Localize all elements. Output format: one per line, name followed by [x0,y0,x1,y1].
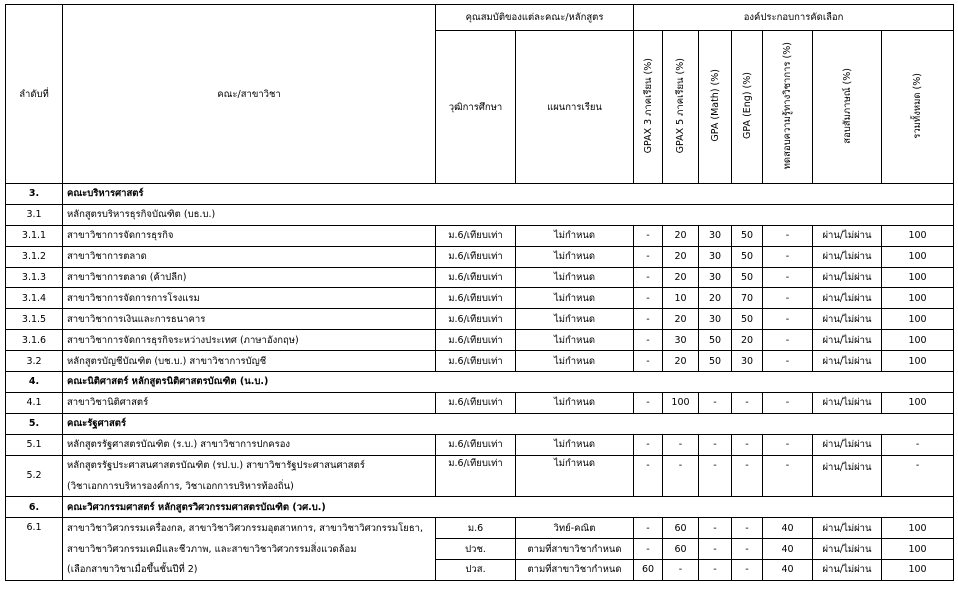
study-plan-cell: ไม่กำหนด [516,267,634,288]
study-plan-cell: ไม่กำหนด [516,434,634,455]
table-row [6,434,954,455]
interview-cell: ผ่าน/ไม่ผ่าน [813,288,882,309]
table-header [6,5,954,184]
table-row [6,309,954,330]
major-name: สาขาวิชาการจัดการธุรกิจ [63,225,436,246]
gpax5-cell: 30 [663,330,699,351]
gpax5-cell: 20 [663,351,699,372]
math-cell: - [699,455,732,497]
major-name-line-1: สาขาวิชาวิศวกรรมเครื่องกล, สาขาวิชาวิศวกรรมอุตสาหการ, สาขาวิชาวิศวกรรมโยธา, [63,518,436,539]
table-row [6,246,954,267]
total-cell: 100 [882,225,954,246]
gpax5-cell: - [663,434,699,455]
table-row [6,392,954,413]
total-cell: 100 [882,351,954,372]
eng-cell: - [732,434,763,455]
header-faculty: คณะ/สาขาวิชา [63,5,436,184]
gpax5-cell: 20 [663,246,699,267]
math-cell: - [699,560,732,581]
total-cell: - [882,455,954,497]
interview-cell: ผ่าน/ไม่ผ่าน [813,518,882,539]
row-number: 3.1 [6,204,63,225]
header-gpa-math: GPA (Math) (%) [699,31,732,184]
header-qualifications-group: คุณสมบัติของแต่ละคณะ/หลักสูตร [436,5,634,31]
eng-cell: 50 [732,225,763,246]
gpax5-cell: - [663,560,699,581]
total-cell: - [882,434,954,455]
row-number: 5.2 [6,455,63,497]
header-qualification: วุฒิการศึกษา [436,31,516,184]
interview-cell: ผ่าน/ไม่ผ่าน [813,267,882,288]
faculty-name: คณะรัฐศาสตร์ [63,413,954,434]
eng-cell: 30 [732,351,763,372]
apt-cell: - [763,246,813,267]
interview-cell: ผ่าน/ไม่ผ่าน [813,539,882,560]
header-gpax3: GPAX 3 ภาคเรียน (%) [634,31,663,184]
study-plan-cell: ไม่กำหนด [516,330,634,351]
interview-cell: ผ่าน/ไม่ผ่าน [813,455,882,497]
qualification-cell: ม.6/เทียบเท่า [436,225,516,246]
row-number: 3. [6,184,63,205]
apt-cell: - [763,309,813,330]
major-name: หลักสูตรบัญชีบัณฑิต (บช.บ.) สาขาวิชาการบัญชี [63,351,436,372]
row-number: 4. [6,372,63,393]
faculty-section-row [6,497,954,518]
math-cell: 30 [699,309,732,330]
major-name: หลักสูตรรัฐประศาสนศาสตรบัณฑิต (รป.บ.) สาขาวิชารัฐประศาสนศาสตร์ [63,455,436,476]
qualification-cell: ม.6/เทียบเท่า [436,288,516,309]
faculty-section-row [6,372,954,393]
row-number: 3.1.6 [6,330,63,351]
table-row [6,539,954,560]
faculty-name: คณะวิศวกรรมศาสตร์ หลักสูตรวิศวกรรมศาสตรบัณฑิต (วศ.บ.) [63,497,954,518]
gpax3-cell: - [634,225,663,246]
gpax3-cell: - [634,351,663,372]
study-plan-cell: ไม่กำหนด [516,455,634,497]
qualification-cell: ม.6 [436,518,516,539]
math-cell: 30 [699,246,732,267]
qualification-cell: ม.6/เทียบเท่า [436,455,516,497]
eng-cell: - [732,455,763,497]
study-plan-cell: ตามที่สาขาวิชากำหนด [516,539,634,560]
gpax3-cell: - [634,309,663,330]
interview-cell: ผ่าน/ไม่ผ่าน [813,309,882,330]
eng-cell: 70 [732,288,763,309]
gpax3-cell: - [634,434,663,455]
row-number: 3.1.3 [6,267,63,288]
header-total: รวมทั้งหมด (%) [882,31,954,184]
gpax3-cell: - [634,455,663,497]
gpax3-cell: - [634,267,663,288]
eng-cell: 20 [732,330,763,351]
eng-cell: 50 [732,309,763,330]
admission-criteria-table [5,4,954,581]
table-row [6,518,954,539]
total-cell: 100 [882,267,954,288]
qualification-cell: ม.6/เทียบเท่า [436,267,516,288]
faculty-name: คณะนิติศาสตร์ หลักสูตรนิติศาสตรบัณฑิต (น.บ.) [63,372,954,393]
gpax3-cell: - [634,288,663,309]
apt-cell: 40 [763,560,813,581]
major-name: สาขาวิชาการจัดการการโรงแรม [63,288,436,309]
study-plan-cell: ไม่กำหนด [516,392,634,413]
row-number: 3.1.4 [6,288,63,309]
math-cell: 50 [699,351,732,372]
table-row [6,455,954,476]
qualification-cell: ปวช. [436,539,516,560]
apt-cell: - [763,351,813,372]
gpax5-cell: 100 [663,392,699,413]
study-plan-cell: วิทย์-คณิต [516,518,634,539]
qualification-cell: ม.6/เทียบเท่า [436,434,516,455]
row-number: 6.1 [6,518,63,581]
qualification-cell: ม.6/เทียบเท่า [436,392,516,413]
gpax5-cell: - [663,455,699,497]
row-number: 5.1 [6,434,63,455]
study-plan-cell: ไม่กำหนด [516,225,634,246]
math-cell: 20 [699,288,732,309]
eng-cell: 50 [732,246,763,267]
qualification-cell: ม.6/เทียบเท่า [436,246,516,267]
major-name-line-2: สาขาวิชาวิศวกรรมเคมีและชีวภาพ, และสาขาวิชาวิศวกรรมสิ่งแวดล้อม [63,539,436,560]
header-gpax5: GPAX 5 ภาคเรียน (%) [663,31,699,184]
total-cell: 100 [882,560,954,581]
apt-cell: - [763,434,813,455]
interview-cell: ผ่าน/ไม่ผ่าน [813,560,882,581]
apt-cell: - [763,225,813,246]
total-cell: 100 [882,392,954,413]
apt-cell: 40 [763,539,813,560]
gpax3-cell: - [634,518,663,539]
gpax5-cell: 10 [663,288,699,309]
eng-cell: - [732,539,763,560]
table-row [6,225,954,246]
major-name-line-2: (วิชาเอกการบริหารองค์การ, วิชาเอกการบริหารท้องถิ่น) [63,476,436,497]
gpax5-cell: 20 [663,225,699,246]
row-number: 3.1.2 [6,246,63,267]
apt-cell: - [763,392,813,413]
qualification-cell: ปวส. [436,560,516,581]
faculty-section-row [6,184,954,205]
math-cell: - [699,539,732,560]
total-cell: 100 [882,539,954,560]
eng-cell: - [732,560,763,581]
qualification-cell: ม.6/เทียบเท่า [436,351,516,372]
major-name: สาขาวิชาการจัดการธุรกิจระหว่างประเทศ (ภาษาอังกฤษ) [63,330,436,351]
table-body [6,184,954,581]
total-cell: 100 [882,309,954,330]
major-name: สาขาวิชาการเงินและการธนาคาร [63,309,436,330]
interview-cell: ผ่าน/ไม่ผ่าน [813,246,882,267]
major-name: สาขาวิชานิติศาสตร์ [63,392,436,413]
gpax5-cell: 60 [663,539,699,560]
math-cell: 50 [699,330,732,351]
row-number: 4.1 [6,392,63,413]
interview-cell: ผ่าน/ไม่ผ่าน [813,392,882,413]
interview-cell: ผ่าน/ไม่ผ่าน [813,330,882,351]
interview-cell: ผ่าน/ไม่ผ่าน [813,434,882,455]
table-row [6,288,954,309]
header-study-plan: แผนการเรียน [516,31,634,184]
row-number: 3.2 [6,351,63,372]
row-number: 5. [6,413,63,434]
major-name: สาขาวิชาการตลาด (ค้าปลีก) [63,267,436,288]
admission-criteria-sheet [5,4,953,581]
math-cell: - [699,434,732,455]
gpax3-cell: - [634,330,663,351]
gpax5-cell: 60 [663,518,699,539]
study-plan-cell: ไม่กำหนด [516,351,634,372]
apt-cell: - [763,330,813,351]
table-row [6,560,954,581]
program-name: หลักสูตรบริหารธุรกิจบัณฑิต (บธ.บ.) [63,204,954,225]
table-row [6,351,954,372]
apt-cell: - [763,455,813,497]
faculty-section-row [6,413,954,434]
math-cell: 30 [699,267,732,288]
eng-cell: - [732,392,763,413]
math-cell: 30 [699,225,732,246]
total-cell: 100 [882,246,954,267]
total-cell: 100 [882,518,954,539]
apt-cell: - [763,267,813,288]
interview-cell: ผ่าน/ไม่ผ่าน [813,225,882,246]
table-row [6,267,954,288]
table-row [6,330,954,351]
program-row [6,204,954,225]
major-name-line-3: (เลือกสาขาวิชาเมื่อขึ้นชั้นปีที่ 2) [63,560,436,581]
header-interview: สอบสัมภาษณ์ (%) [813,31,882,184]
total-cell: 100 [882,330,954,351]
gpax3-cell: - [634,392,663,413]
major-name: สาขาวิชาการตลาด [63,246,436,267]
math-cell: - [699,518,732,539]
eng-cell: - [732,518,763,539]
header-gpa-eng: GPA (Eng) (%) [732,31,763,184]
apt-cell: - [763,288,813,309]
row-number: 6. [6,497,63,518]
gpax5-cell: 20 [663,309,699,330]
header-components-group: องค์ประกอบการคัดเลือก [634,5,954,31]
study-plan-cell: ไม่กำหนด [516,309,634,330]
header-no: ลำดับที่ [6,5,63,184]
study-plan-cell: ไม่กำหนด [516,246,634,267]
study-plan-cell: ตามที่สาขาวิชากำหนด [516,560,634,581]
interview-cell: ผ่าน/ไม่ผ่าน [813,351,882,372]
gpax3-cell: - [634,246,663,267]
gpax3-cell: - [634,539,663,560]
eng-cell: 50 [732,267,763,288]
gpax5-cell: 20 [663,267,699,288]
total-cell: 100 [882,288,954,309]
math-cell: - [699,392,732,413]
header-aptitude-test: ทดสอบความรู้ทางวิชาการ (%) [763,31,813,184]
qualification-cell: ม.6/เทียบเท่า [436,309,516,330]
qualification-cell: ม.6/เทียบเท่า [436,330,516,351]
faculty-name: คณะบริหารศาสตร์ [63,184,954,205]
row-number: 3.1.5 [6,309,63,330]
major-name: หลักสูตรรัฐศาสตรบัณฑิต (ร.บ.) สาขาวิชาการปกครอง [63,434,436,455]
apt-cell: 40 [763,518,813,539]
gpax3-cell: 60 [634,560,663,581]
row-number: 3.1.1 [6,225,63,246]
study-plan-cell: ไม่กำหนด [516,288,634,309]
